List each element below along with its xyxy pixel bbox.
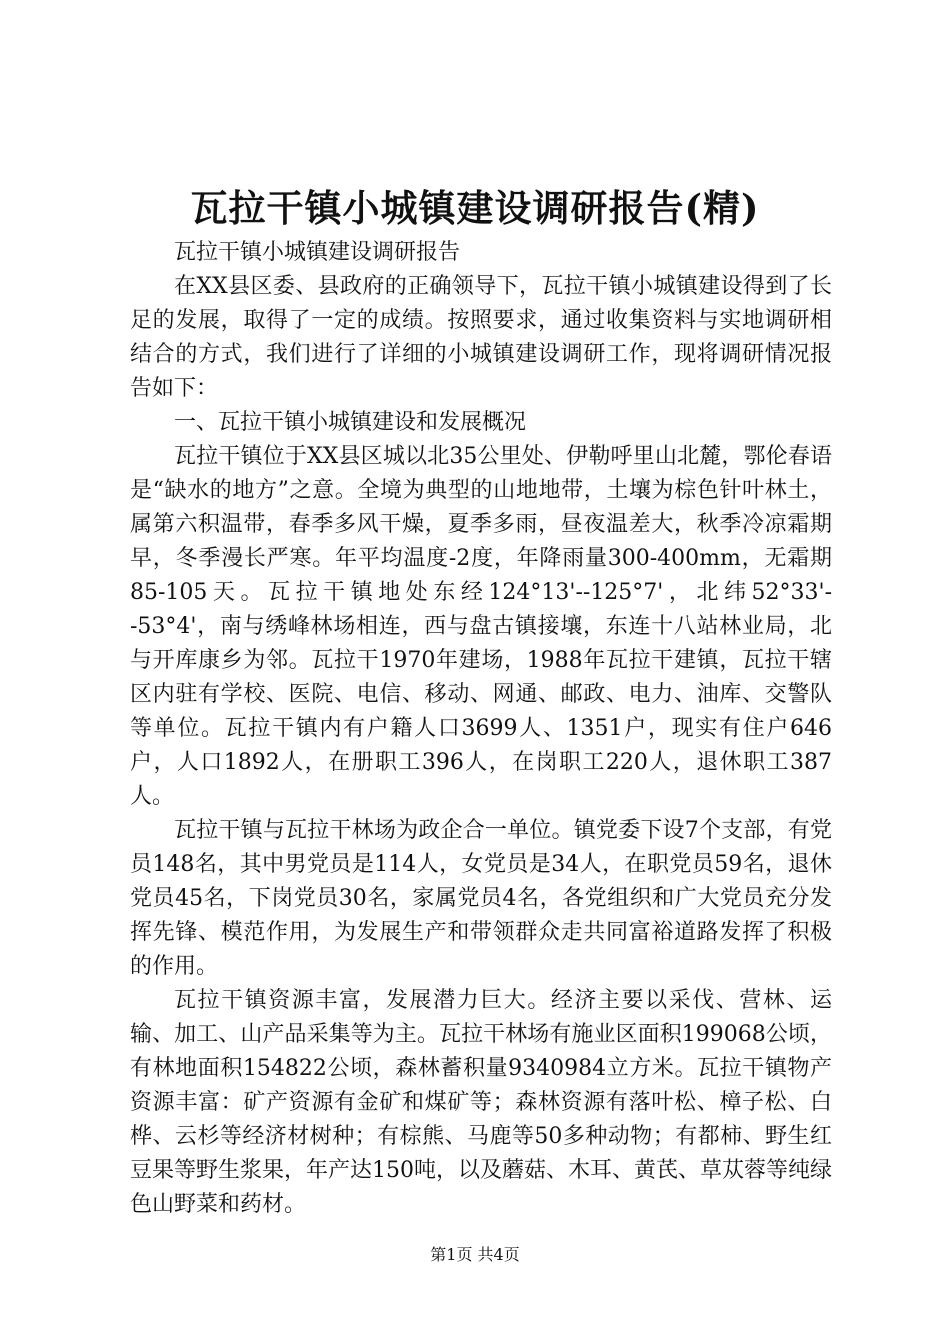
intro-paragraph: 在XX县区委、县政府的正确领导下，瓦拉干镇小城镇建设得到了长足的发展，取得了一定的成绩。按照要求，通过收集资料与实地调研相结合的方式，我们进行了详细的小城镇建设调研工作，现将调研情况报告如下： bbox=[130, 274, 832, 401]
body-paragraph: 瓦拉干镇位于XX县区城以北35公里处、伊勒呼里山北麓，鄂伦春语是“缺水的地方”之意。全境为典型的山地地带，土壤为棕色针叶林土，属第六积温带，春季多风干燥，夏季多雨，昼夜温差大，秋季冷凉霜期早，冬季漫长严寒。年平均温度-2度，年降雨量300-400mm，无霜期85-105天。瓦拉干镇地处东经124°13'--125°7'，北纬52°33'--53°4'，南与绣峰林场相连，西与盘古镇接壤，东连十八站林业局，北与开库康乡为邻。瓦拉干1970年建场，1988年瓦拉干建镇，瓦拉干辖区内驻有学校、医院、电信、移动、网通、邮政、电力、油库、交警队等单位。瓦拉干镇内有户籍人口3699人、1351户，现实有住户646户，人口1892人，在册职工396人，在岗职工220人，退休职工387人。 bbox=[130, 444, 832, 809]
report-subtitle: 瓦拉干镇小城镇建设调研报告 bbox=[174, 240, 461, 265]
body-paragraph: 瓦拉干镇资源丰富，发展潜力巨大。经济主要以采伐、营林、运输、加工、山产品采集等为主。瓦拉干林场有施业区面积199068公顷，有林地面积154822公顷，森林蓄积量9340984立方米。瓦拉干镇物产资源丰富：矿产资源有金矿和煤矿等；森林资源有落叶松、樟子松、白桦、云杉等经济材树种；有棕熊、马鹿等50多种动物；有都柿、野生红豆果等野生浆果，年产达150吨，以及蘑菇、木耳、黄芪、草苁蓉等纯绿色山野菜和药材。 bbox=[130, 988, 832, 1217]
body-paragraph: 瓦拉干镇与瓦拉干林场为政企合一单位。镇党委下设7个支部，有党员148名，其中男党员是114人，女党员是34人，在职党员59名，退休党员45名，下岗党员30名，家属党员4名，各党组织和广大党员充分发挥先锋、模范作用，为发展生产和带领群众走共同富裕道路发挥了积极的作用。 bbox=[130, 818, 832, 979]
section-heading: 一、瓦拉干镇小城镇建设和发展概况 bbox=[174, 410, 527, 435]
page-number: 第1页 共4页 bbox=[430, 1245, 520, 1264]
document-body bbox=[130, 236, 832, 1222]
document-title: 瓦拉干镇小城镇建设调研报告(精) bbox=[190, 186, 760, 230]
